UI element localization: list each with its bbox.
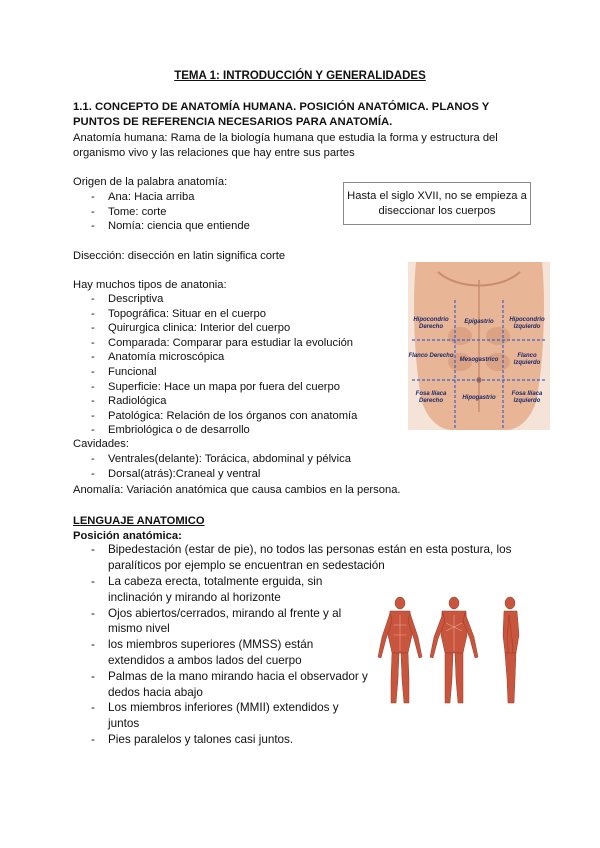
abdomen-regions-figure xyxy=(408,262,550,430)
region-label: Flanco Derecho xyxy=(408,353,454,359)
list-item: - Funcional xyxy=(73,365,403,380)
list-item: - Bipedestación (estar de pie), no todos las personas están en esta postura, los paralíticos por ejemplo se encuentran en sedestación xyxy=(73,542,533,574)
list-item: - Nomía: ciencia que entiende xyxy=(73,219,333,234)
list-item: - Embriológica o de desarrollo xyxy=(73,423,403,438)
region-label: Fosa Iliaca Derecho xyxy=(415,391,447,404)
anomalia-text: Anomalía: Variación anatómica que causa cambios en la persona. xyxy=(73,484,401,496)
diseccion-text: Disección: disección en latin significa corte xyxy=(73,250,286,262)
list-item: - Anatomía microscópica xyxy=(73,350,403,365)
callout-box: Hasta el siglo XVII, no se empieza a diseccionar los cuerpos xyxy=(343,182,531,225)
region-label: Hipocondrio Derecho xyxy=(413,317,449,330)
region-label: Epigastrio xyxy=(464,319,494,325)
cavities-heading: Cavidades: xyxy=(73,438,129,450)
cavities-list xyxy=(73,452,403,481)
list-item: - los miembros superiores (MMSS) están extendidos a ambos lados del cuerpo xyxy=(73,637,368,669)
position-title: Posición anatómica: xyxy=(73,530,182,542)
list-item: - Palmas de la mano mirando hacia el observador y dedos hacia abajo xyxy=(73,669,368,701)
region-label: Mesogastrico xyxy=(459,357,499,363)
list-item: - Comparada: Comparar para estudiar la evolución xyxy=(73,336,403,351)
list-item: - Patológica: Relación de los órganos con anatomía xyxy=(73,409,403,424)
region-label: Hipogastrio xyxy=(462,395,496,401)
list-item: - Topográfica: Situar en el cuerpo xyxy=(73,307,403,322)
list-item: - Descriptiva xyxy=(73,292,403,307)
types-heading: Hay muchos tipos de anatonia: xyxy=(73,279,227,291)
definition-text: Anatomía humana: Rama de la biología humana que estudia la forma y estructura del organismo vivo y las relaciones que hay entre sus partes xyxy=(73,132,498,159)
muscle-figures-illustration xyxy=(372,595,532,707)
list-item: - Ana: Hacia arriba xyxy=(73,190,333,205)
position-list-wide xyxy=(73,542,533,574)
origin-list xyxy=(73,190,333,234)
anatomical-position-figure xyxy=(372,595,532,707)
region-label: Hipocondrio Izquierdo xyxy=(509,317,545,330)
list-item: - Radiológica xyxy=(73,394,403,409)
list-item: - Los miembros inferiores (MMII) extendidos y juntos xyxy=(73,700,368,732)
list-item: - La cabeza erecta, totalmente erguida, sin inclinación y mirando al horizonte xyxy=(73,574,368,606)
list-item: - Pies paralelos y talones casi juntos. xyxy=(73,732,368,748)
list-item: - Ventrales(delante): Torácica, abdominal y pélvica xyxy=(73,452,403,467)
types-list xyxy=(73,292,403,438)
list-item: - Tome: corte xyxy=(73,205,333,220)
list-item: - Superficie: Hace un mapa por fuera del cuerpo xyxy=(73,380,403,395)
list-item: - Dorsal(atrás):Craneal y ventral xyxy=(73,467,403,482)
lang-title: LENGUAJE ANATOMICO xyxy=(73,515,205,527)
position-list xyxy=(73,574,368,748)
region-label: Flanco Izquierdo xyxy=(513,353,541,366)
section-title: 1.1. CONCEPTO DE ANATOMÍA HUMANA. POSICIÓN ANATÓMICA. PLANOS Y PUNTOS DE REFERENCIA NECESARIOS PARA ANATOMÍA. xyxy=(73,101,490,128)
list-item: - Ojos abiertos/cerrados, mirando al frente y al mismo nivel xyxy=(73,606,368,638)
region-label: Fosa Iliaca Izquierdo xyxy=(511,391,543,404)
list-item: - Quirurgica clinica: Interior del cuerpo xyxy=(73,321,403,336)
origin-heading: Origen de la palabra anatomía: xyxy=(73,176,228,188)
page-title: TEMA 1: INTRODUCCIÓN Y GENERALIDADES xyxy=(174,70,426,82)
